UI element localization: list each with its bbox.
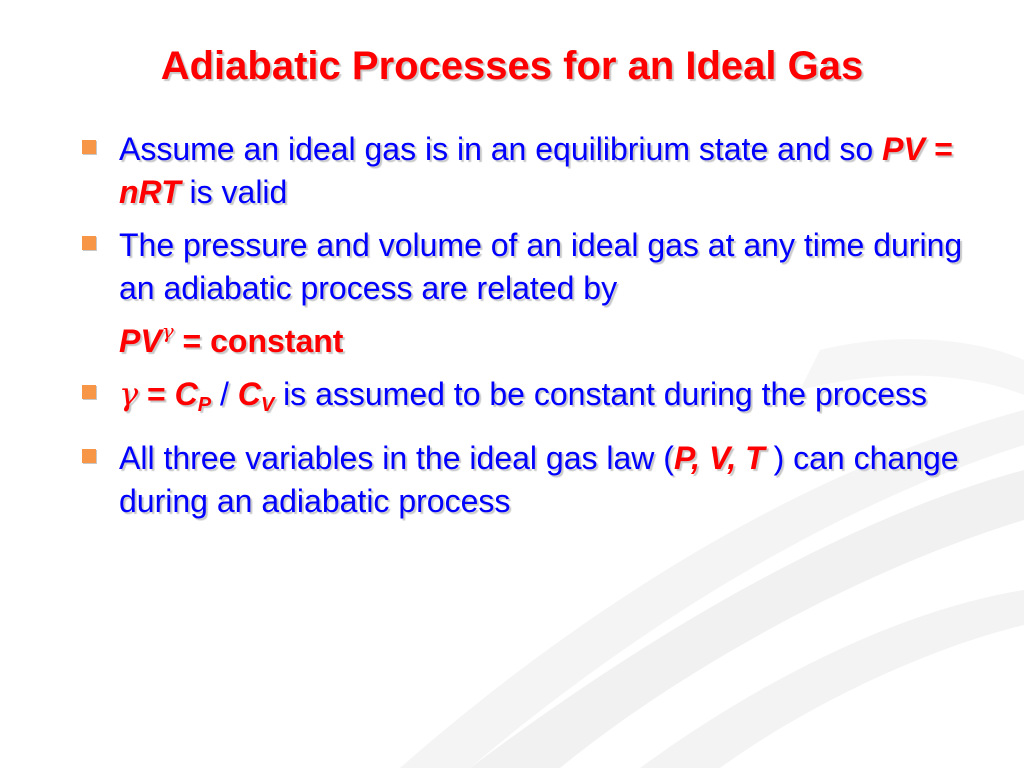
bullet-text: Assume an ideal gas is in an equilibrium state and so PV = nRT is valid <box>119 131 953 210</box>
slide-title: Adiabatic Processes for an Ideal Gas <box>160 44 864 88</box>
cp-symbol: C <box>174 376 198 412</box>
equation-pv: PV <box>119 323 162 359</box>
square-bullet-icon <box>82 140 96 154</box>
cp-subscript: P <box>197 394 212 416</box>
square-bullet-icon <box>82 385 96 399</box>
equation-ideal-gas-law: PV = nRT <box>119 131 953 210</box>
bullet-item <box>82 373 992 427</box>
gamma-exponent: γ <box>161 319 174 343</box>
cv-symbol: C <box>237 376 261 412</box>
square-bullet-icon <box>82 236 96 250</box>
bullet-item <box>82 224 992 363</box>
bullet-text: $\gamma = C_P / C_V$ is assumed to be constant during the process <box>119 375 927 416</box>
gamma-symbol: γ <box>119 375 139 413</box>
equation-constant: = constant <box>173 323 344 359</box>
square-bullet-icon <box>82 449 96 463</box>
cv-subscript: V <box>260 394 275 416</box>
variables-pvt: P, V, T <box>673 440 765 476</box>
bullet-text: The pressure and volume of an ideal gas at any time during an adiabatic process are related by $PV^\gamma$ = constant <box>119 227 963 359</box>
bullet-item <box>82 128 992 214</box>
bullet-item <box>82 437 992 523</box>
bullet-text: All three variables in the ideal gas law (P, V, T ) can change during an adiabatic process <box>119 440 959 519</box>
bullet-list <box>82 128 992 533</box>
